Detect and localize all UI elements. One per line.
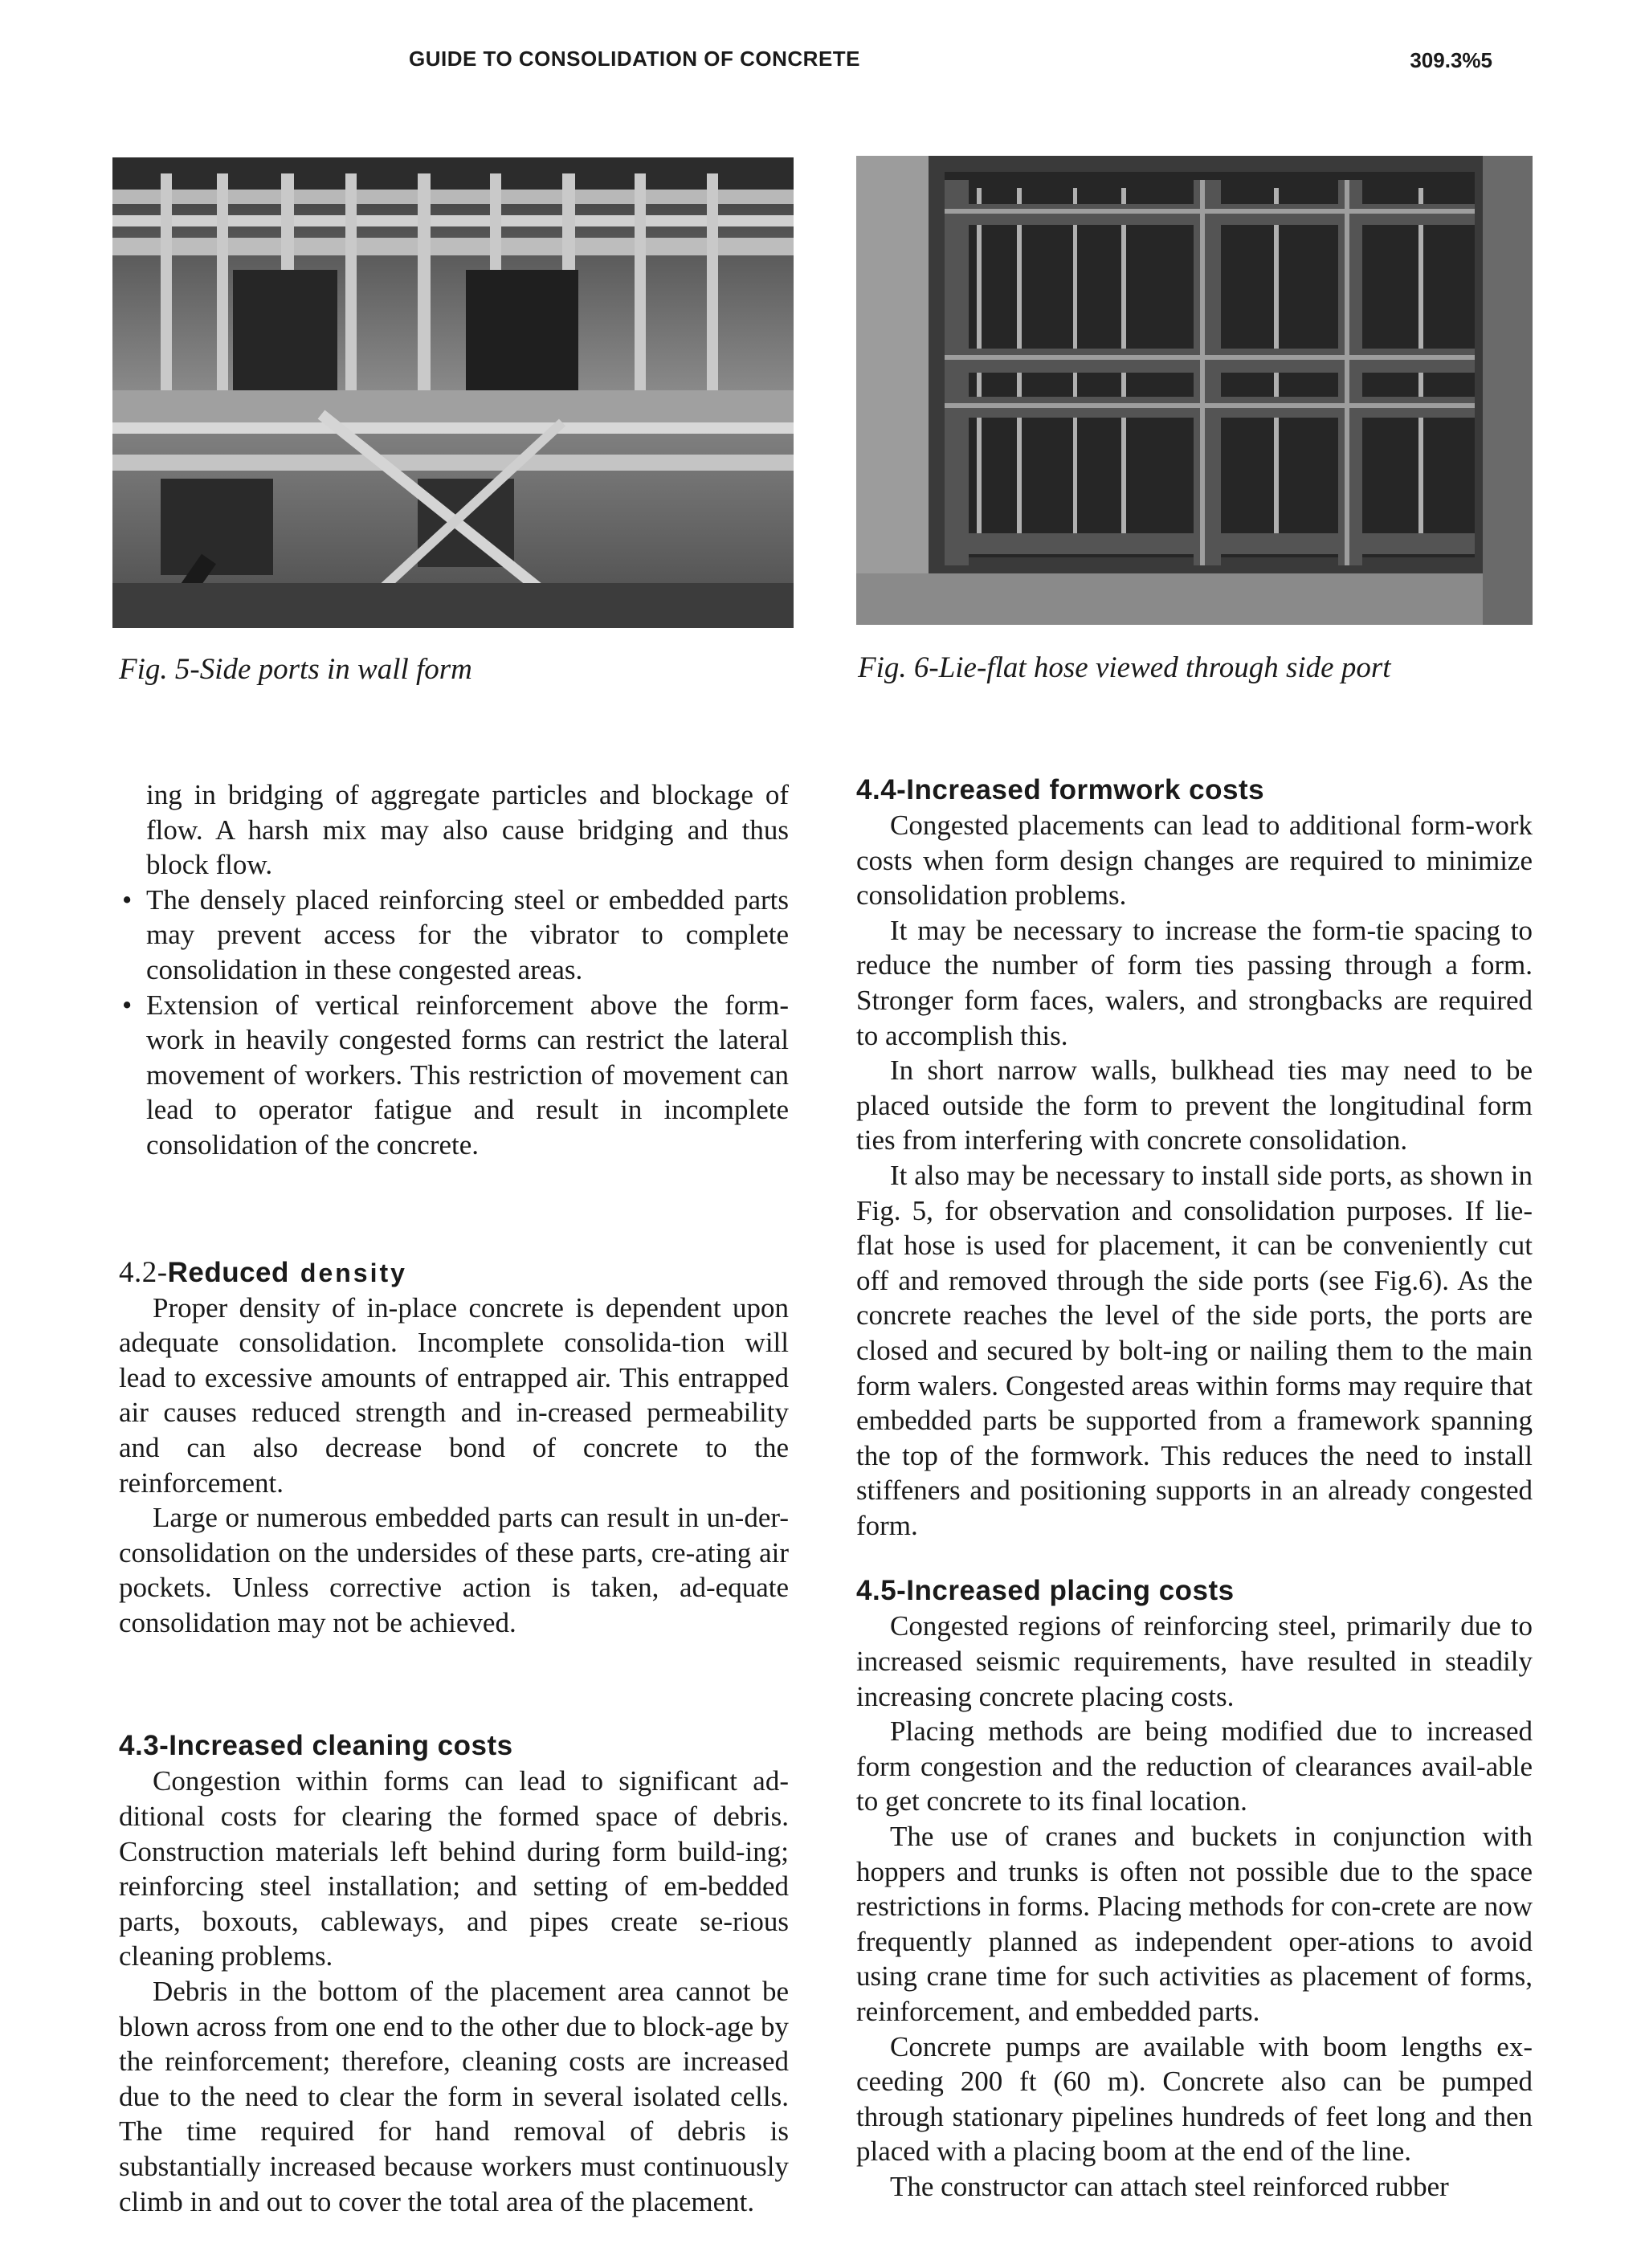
continuation-paragraph: ing in bridging of aggregate particles and blockage of flow. A harsh mix may also cause bridging and thus block flow. [146, 779, 789, 881]
fig5-photo-graphic [112, 157, 794, 628]
section-4-4-heading: 4.4-Increased formwork costs [856, 774, 1265, 806]
paragraph: Debris in the bottom of the placement area cannot be blown across from one end to the other due to block-age by the reinforcement; therefore, cleaning costs are increased due to the need to clear the form in several isolated cells. The time required for hand removal of debris is substantially increased because workers must continuously climb in and out to cover the total area of the placement. [119, 1976, 789, 2217]
bullet-list [119, 883, 789, 1163]
paragraph: The constructor can attach steel reinforced rubber [890, 2170, 1449, 2202]
fig5-caption: Fig. 5-Side ports in wall form [119, 653, 472, 686]
bullet-text: Extension of vertical reinforcement above the form-work in heavily congested forms can restrict the lateral movement of workers. This restriction of movement can lead to operator fatigue and result in incomplete consolidation of the concrete. [146, 989, 789, 1161]
section-4-2-heading [119, 1255, 789, 1291]
paragraph: The use of cranes and buckets in conjunction with hoppers and trunks is often not possible due to the space restrictions in forms. Placing methods for con-crete are now frequently planned as independent oper-ations to avoid using crane time for such activities as placement of forms, reinforcement, and embedded parts. [856, 1821, 1533, 2027]
bullet-item [119, 883, 789, 988]
paragraph: Congestion within forms can lead to significant ad-ditional costs for clearing the formed space of debris. Construction materials left behind during form build-ing; reinforcing steel installation; and setting of em-bedded parts, boxouts, cableways, and pipes create se-rious cleaning problems. [119, 1765, 789, 1972]
paragraph: It may be necessary to increase the form-tie spacing to reduce the number of form ties passing through a form. Stronger form faces, walers, and strongbacks are required to accomplish this. [856, 914, 1533, 1051]
paragraph: Congested regions of reinforcing steel, primarily due to increased seismic requirements, have resulted in steadily increasing concrete placing costs. [856, 1610, 1533, 1712]
section-number: 4.2- [119, 1255, 168, 1289]
bullet-item [119, 988, 789, 1163]
fig6-photo-graphic [856, 156, 1533, 625]
bullet-dot-icon: • [122, 883, 133, 916]
paragraph: Large or numerous embedded parts can result in un-der-consolidation on the undersides of these parts, cre-ating air pockets. Unless corrective action is taken, ad-equate consolidation may not be achieved. [119, 1502, 789, 1638]
paragraph: Congested placements can lead to additional form-work costs when form design changes are required to minimize consolidation problems. [856, 810, 1533, 912]
running-header [0, 47, 1645, 79]
paragraph: Placing methods are being modified due to increased form congestion and the reduction of clearances avail-able to get concrete to its final location. [856, 1715, 1533, 1817]
bullet-dot-icon: • [122, 989, 133, 1021]
bullet-text: The densely placed reinforcing steel or embedded parts may prevent access for the vibrator to complete consolidation in these congested areas. [146, 883, 789, 985]
running-title: GUIDE TO CONSOLIDATION OF CONCRETE [408, 47, 861, 71]
fig5-wall-form-photo [112, 157, 794, 628]
paragraph: Concrete pumps are available with boom lengths ex-ceeding 200 ft (60 m). Concrete also can be pumped through stationary pipelines hundreds of feet long and then placed with a placing boom at the end of the line. [856, 2030, 1533, 2168]
paragraph: Proper density of in-place concrete is dependent upon adequate consolidation. Incomplete consolida-tion will lead to excessive amounts of entrapped air. This entrapped air causes reduced strength and in-creased permeability and can also decrease bond of concrete to the reinforcement. [119, 1291, 789, 1499]
section-title-word: Reduced [167, 1256, 289, 1288]
paragraph: It also may be necessary to install side ports, as shown in Fig. 5, for observation and consolidation purposes. If lie-flat hose is used for placement, it can be conveniently cut off and removed through the side ports (see Fig.6). As the concrete reaches the level of the side ports, the ports are closed and secured by bolt-ing or nailing them to the main form walers. Congested areas within forms may require that embedded parts be supported from a framework spanning the top of the formwork. This reduces the need to install stiffeners and positioning supports in an already congested form. [856, 1159, 1533, 1541]
section-4-3-heading: 4.3-Increased cleaning costs [119, 1730, 513, 1762]
paragraph: In short narrow walls, bulkhead ties may need to be placed outside the form to prevent the longitudinal form ties from interfering with concrete consolidation. [856, 1054, 1533, 1156]
section-4-5-heading: 4.5-Increased placing costs [856, 1575, 1235, 1607]
page-number: 309.3%5 [1410, 48, 1492, 72]
right-column [856, 773, 1533, 2205]
fig6-caption: Fig. 6-Lie-flat hose viewed through side port [858, 651, 1391, 684]
section-title-word: density [300, 1258, 407, 1287]
fig6-lie-flat-hose-photo [856, 156, 1533, 625]
left-column [119, 777, 789, 2219]
